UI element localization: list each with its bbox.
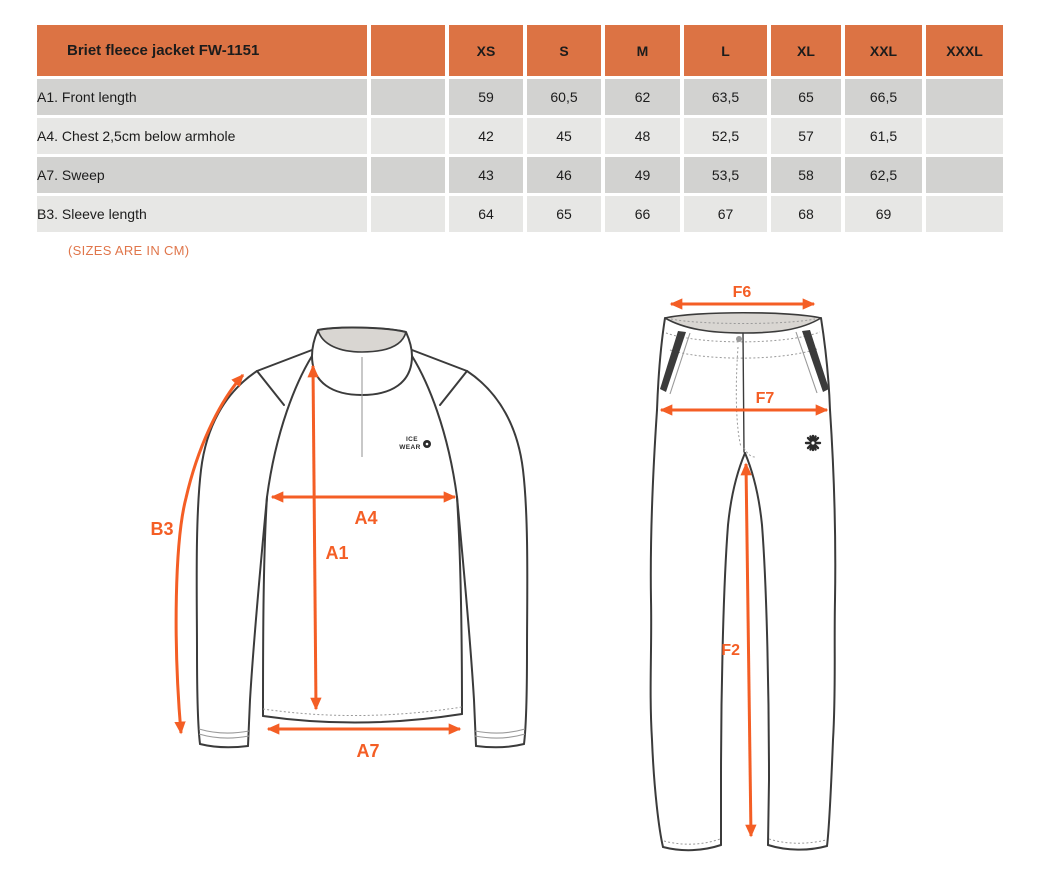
logo-emblem-center	[426, 443, 429, 446]
jacket-right-yoke-seam	[440, 371, 467, 405]
cell-value: 53,5	[684, 157, 767, 193]
jacket-left-cuff-band2	[199, 734, 249, 738]
cell-value: 64	[449, 196, 523, 232]
logo-text-top: ICE	[405, 436, 419, 443]
jacket-left-cuff-band	[199, 729, 249, 733]
row-label: B3. Sleeve length	[37, 196, 367, 232]
cell-value	[926, 196, 1003, 232]
size-header-m: M	[605, 25, 680, 76]
cell-value: 67	[684, 196, 767, 232]
row-label: A1. Front length	[37, 79, 367, 115]
cell-value: 65	[771, 79, 841, 115]
cell-value: 68	[771, 196, 841, 232]
b3-label: B3	[150, 519, 174, 539]
cell-value: 45	[527, 118, 601, 154]
spacer-cell	[371, 157, 445, 193]
jacket-right-cuff-band2	[475, 734, 525, 738]
cell-value: 66,5	[845, 79, 922, 115]
right-leg-hem	[768, 845, 827, 850]
f7-label: F7	[755, 390, 775, 407]
size-header-xs: XS	[449, 25, 523, 76]
b3-sleeve-arrow	[176, 375, 243, 733]
table-row	[37, 196, 1003, 232]
jacket-right-shoulder	[412, 350, 467, 371]
cell-value	[926, 157, 1003, 193]
pants-line-art	[651, 313, 836, 850]
jacket-hem-stitch	[263, 707, 462, 716]
jacket-left-cuff	[200, 744, 248, 747]
jacket-left-yoke-seam	[257, 371, 284, 405]
f6-label: F6	[732, 284, 752, 301]
size-header-xxl: XXL	[845, 25, 922, 76]
spacer-cell	[371, 196, 445, 232]
cell-value: 58	[771, 157, 841, 193]
pants-left-hip	[657, 318, 665, 410]
cell-value: 62,5	[845, 157, 922, 193]
jacket-right-cuff	[476, 744, 524, 747]
a4-label: A4	[354, 508, 378, 528]
cell-value: 49	[605, 157, 680, 193]
logo-text-bottom: WEAR	[399, 444, 421, 451]
pants-fly	[743, 333, 744, 452]
cell-value: 46	[527, 157, 601, 193]
pants-measurements	[661, 284, 827, 836]
a1-front-length-arrow	[313, 366, 316, 709]
fly-stitch	[736, 347, 741, 447]
cell-value: 60,5	[527, 79, 601, 115]
jacket-left-raglan-seam	[267, 356, 312, 497]
left-leg-hem	[663, 845, 721, 850]
cell-value: 59	[449, 79, 523, 115]
pants-waistband	[665, 313, 821, 333]
size-header-xxxl: XXXL	[926, 25, 1003, 76]
cell-value: 43	[449, 157, 523, 193]
table-row	[37, 79, 1003, 115]
cell-value	[926, 118, 1003, 154]
product-title: Briet fleece jacket FW-1151	[37, 25, 367, 76]
cell-value: 63,5	[684, 79, 767, 115]
jacket-left-sleeve-outer	[197, 371, 257, 744]
size-chart-table	[33, 22, 1007, 235]
cell-value	[926, 79, 1003, 115]
jacket-collar-inside	[318, 328, 406, 352]
jacket-diagram	[140, 300, 580, 770]
size-header-l: L	[684, 25, 767, 76]
cell-value: 62	[605, 79, 680, 115]
pants-diagram	[630, 283, 900, 873]
a7-label: A7	[356, 741, 380, 761]
jacket-line-art	[197, 328, 528, 748]
snowflake-logo-icon	[806, 436, 820, 450]
row-label: A4. Chest 2,5cm below armhole	[37, 118, 367, 154]
right-leg-outer	[827, 410, 835, 846]
pants-right-hip	[821, 318, 830, 410]
jacket-right-cuff-band	[475, 729, 525, 733]
table-row	[37, 157, 1003, 193]
size-header-xl: XL	[771, 25, 841, 76]
waist-button	[736, 336, 742, 342]
row-label: A7. Sweep	[37, 157, 367, 193]
cell-value: 48	[605, 118, 680, 154]
f2-inseam-arrow	[746, 464, 751, 836]
header-spacer-cell	[371, 25, 445, 76]
spacer-cell	[371, 79, 445, 115]
cell-value: 57	[771, 118, 841, 154]
left-pocket	[660, 331, 686, 392]
size-header-s: S	[527, 25, 601, 76]
jacket-right-raglan-seam	[412, 356, 457, 497]
cell-value: 61,5	[845, 118, 922, 154]
left-leg-outer	[651, 410, 663, 847]
icewear-logo	[399, 436, 431, 451]
jacket-right-sleeve-inner	[457, 497, 476, 746]
spacer-cell	[371, 118, 445, 154]
table-row	[37, 118, 1003, 154]
cell-value: 42	[449, 118, 523, 154]
cell-value: 66	[605, 196, 680, 232]
right-hem-stitch	[769, 839, 826, 843]
cell-value: 69	[845, 196, 922, 232]
left-hem-stitch	[664, 839, 720, 844]
jacket-right-sleeve-outer	[467, 371, 527, 744]
header-row	[37, 25, 1003, 76]
f2-label: F2	[721, 642, 740, 659]
jacket-left-shoulder	[257, 350, 312, 371]
a1-label: A1	[325, 543, 349, 563]
units-note: (SIZES ARE IN CM)	[68, 243, 190, 258]
cell-value: 65	[527, 196, 601, 232]
cell-value: 52,5	[684, 118, 767, 154]
jacket-hem	[263, 714, 462, 723]
